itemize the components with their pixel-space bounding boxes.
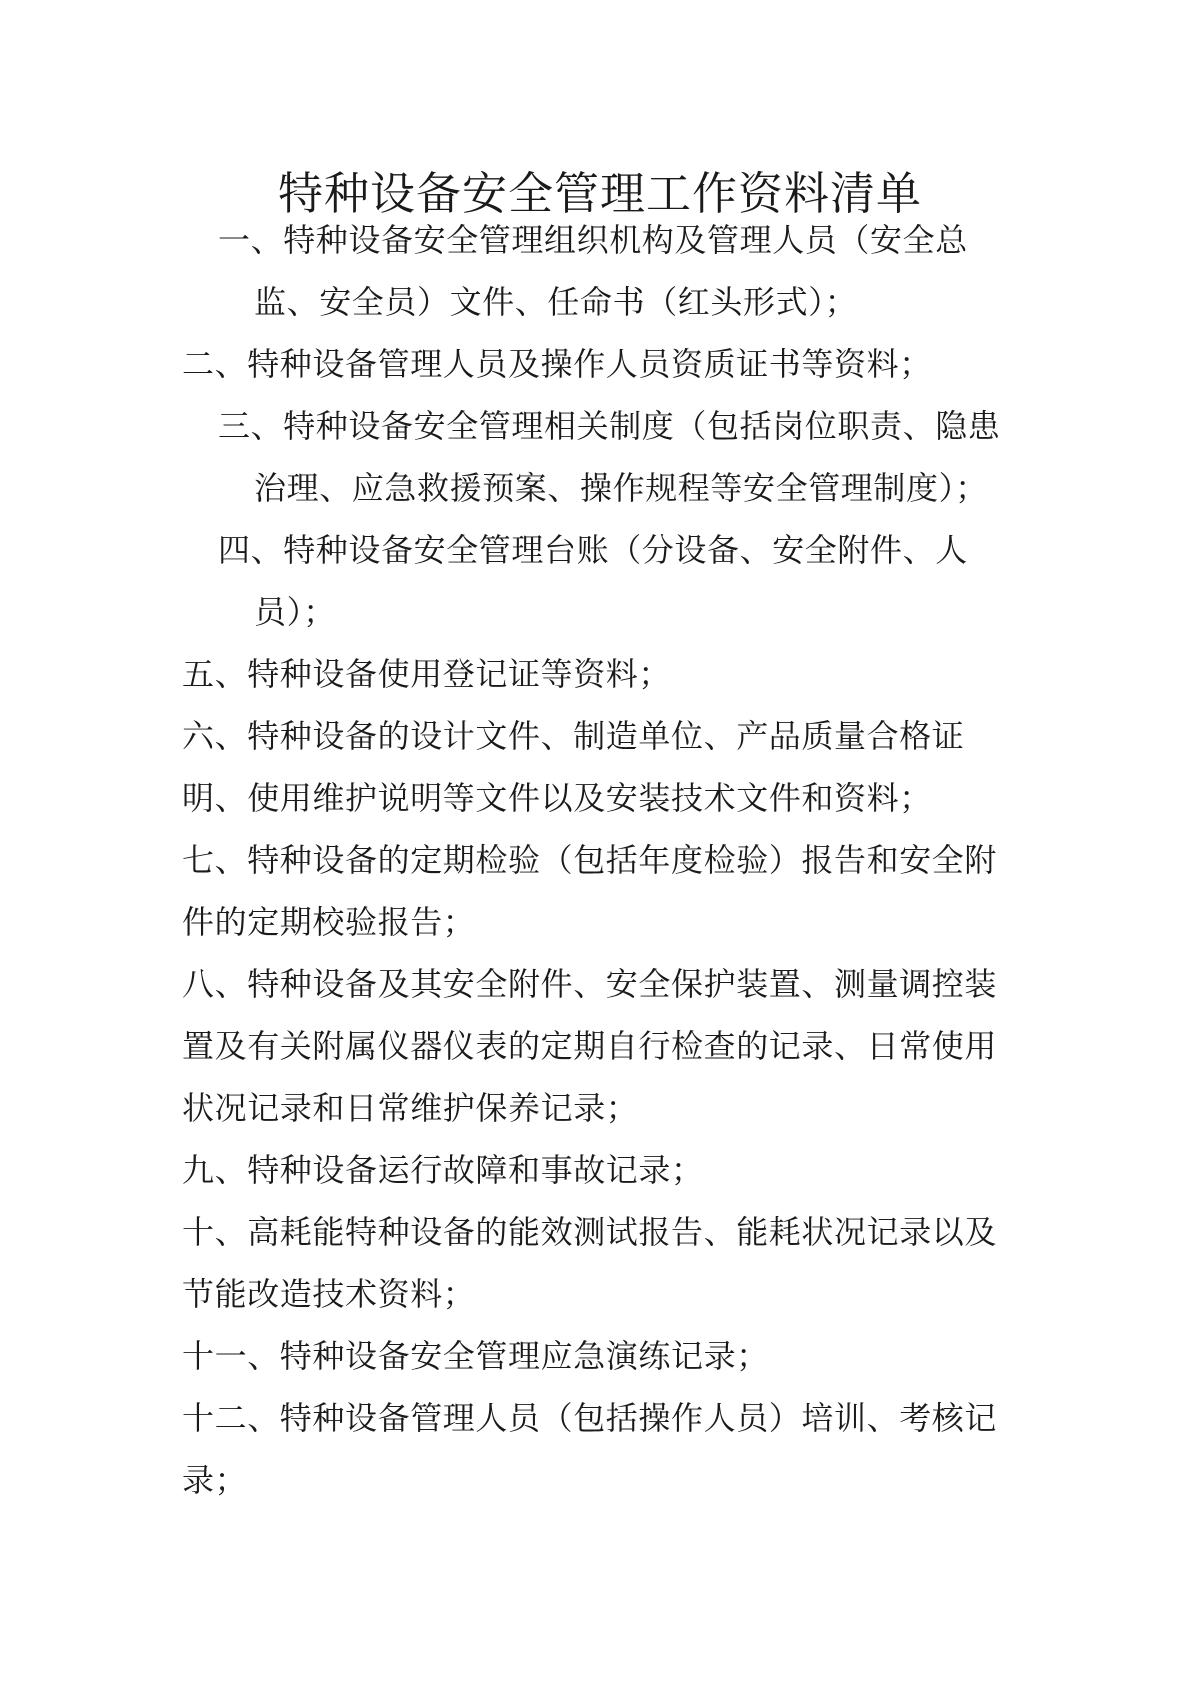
list-item: 二、特种设备管理人员及操作人员资质证书等资料； [182, 345, 932, 383]
list-item: 五、特种设备使用登记证等资料； [182, 655, 672, 693]
list-item: 监、安全员）文件、任命书（红头形式）； [254, 283, 858, 321]
list-item: 状况记录和日常维护保养记录； [182, 1089, 639, 1127]
list-item: 十、高耗能特种设备的能效测试报告、能耗状况记录以及 [182, 1213, 998, 1251]
list-item: 十二、特种设备管理人员（包括操作人员）培训、考核记 [182, 1399, 998, 1437]
list-item: 九、特种设备运行故障和事故记录； [182, 1151, 704, 1189]
document-title: 特种设备安全管理工作资料清单 [277, 167, 922, 220]
list-item: 录； [182, 1461, 248, 1499]
list-item: 件的定期校验报告； [182, 903, 476, 941]
list-item: 治理、应急救援预案、操作规程等安全管理制度）； [254, 469, 988, 507]
list-item: 六、特种设备的设计文件、制造单位、产品质量合格证 [182, 717, 965, 755]
list-item: 三、特种设备安全管理相关制度（包括岗位职责、隐患 [218, 407, 1001, 445]
list-item: 一、特种设备安全管理组织机构及管理人员（安全总 [218, 221, 968, 259]
list-item: 七、特种设备的定期检验（包括年度检验）报告和安全附 [182, 841, 998, 879]
list-item: 员）； [254, 593, 336, 631]
list-item: 置及有关附属仪器仪表的定期自行检查的记录、日常使用 [182, 1027, 998, 1065]
list-item: 十一、特种设备安全管理应急演练记录； [182, 1337, 769, 1375]
list-item: 八、特种设备及其安全附件、安全保护装置、测量调控装 [182, 965, 998, 1003]
list-item: 明、使用维护说明等文件以及安装技术文件和资料； [182, 779, 932, 817]
list-item: 节能改造技术资料； [182, 1275, 476, 1313]
list-item: 四、特种设备安全管理台账（分设备、安全附件、人 [218, 531, 968, 569]
